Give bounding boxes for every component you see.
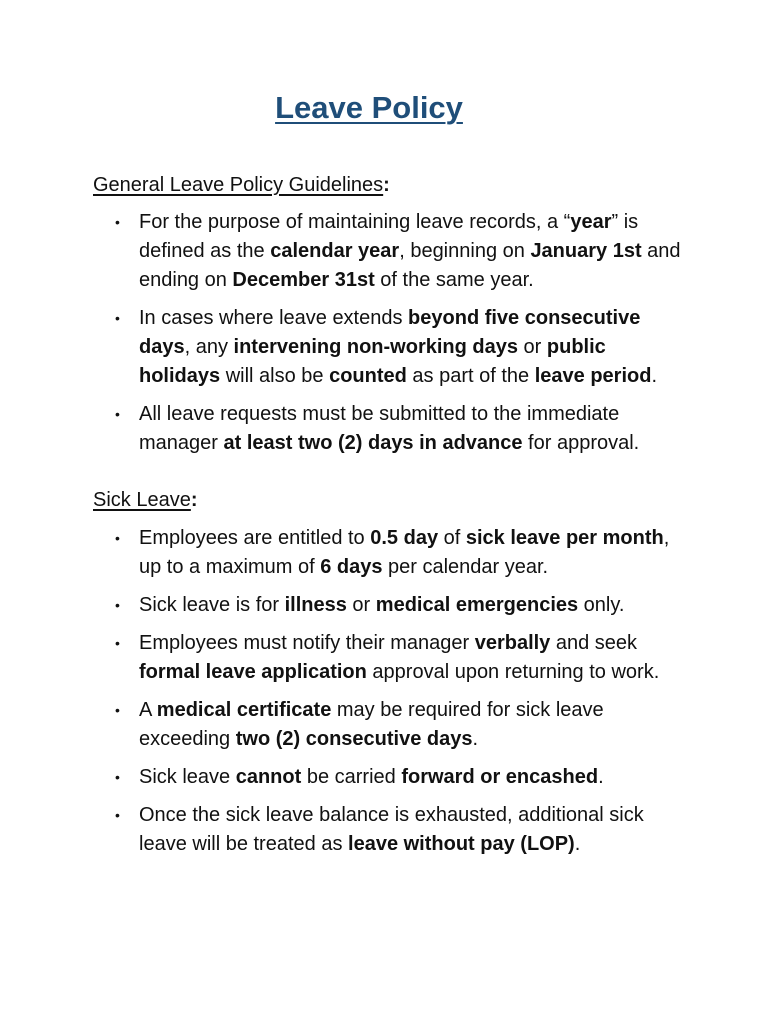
bullet-dot: •	[115, 635, 120, 651]
list-item	[93, 801, 683, 859]
bold-text: 0.5 day	[370, 527, 439, 549]
bold-text: intervening non-working days	[233, 336, 518, 358]
bold-text: beyond five consecutive days	[139, 307, 641, 358]
bullet-dot: •	[115, 214, 120, 230]
text-run: and ending on	[139, 240, 681, 291]
section-heading-general-text: General Leave Policy Guidelines	[93, 174, 384, 196]
text-run: as part of the	[406, 365, 535, 387]
bold-text: counted	[329, 365, 407, 387]
text-run: All leave requests must be submitted to the immediate manager	[139, 403, 620, 454]
page-title: Leave Policy	[275, 90, 463, 125]
text-run: will also be	[220, 365, 330, 387]
text-run: and seek	[550, 632, 638, 654]
section-heading-general-colon: :	[383, 174, 390, 196]
bullet-dot: •	[115, 807, 120, 823]
bullet-dot: •	[115, 310, 120, 326]
text-run: , up to a maximum of	[139, 527, 670, 578]
text-run: Employees must notify their manager	[139, 632, 475, 654]
text-run: Sick leave	[139, 766, 236, 788]
text-run: .	[651, 365, 657, 387]
text-run: .	[472, 728, 479, 750]
text-run: may be required for sick leave exceeding	[139, 699, 604, 750]
bold-text: medical certificate	[156, 699, 332, 721]
bold-text: leave period	[534, 365, 652, 387]
text-run: of the same year.	[374, 269, 534, 291]
bold-text: 6 days	[320, 556, 383, 578]
section-heading-sick-leave-text: Sick Leave	[93, 489, 191, 511]
text-run: In cases where leave extends	[139, 307, 409, 329]
section-heading-sick-leave	[93, 486, 198, 514]
list-item	[93, 629, 683, 687]
bold-text: two (2) consecutive days	[235, 728, 473, 750]
text-run: or	[346, 594, 376, 616]
text-run: approval upon returning to work.	[366, 661, 660, 683]
bold-text: formal leave application	[139, 661, 367, 683]
list-item	[93, 696, 683, 754]
bold-text: leave without pay (LOP)	[348, 833, 575, 855]
text-run: be carried	[301, 766, 402, 788]
bold-text: forward or encashed	[401, 766, 599, 788]
bullet-dot: •	[115, 597, 120, 613]
bold-text: illness	[284, 594, 347, 616]
text-run: only.	[578, 594, 625, 616]
text-run: .	[574, 833, 581, 855]
bold-text: at least two (2) days in advance	[223, 432, 523, 454]
list-item	[93, 304, 683, 391]
text-run: Sick leave is for	[139, 594, 285, 616]
text-run: of	[438, 527, 466, 549]
text-run: Once the sick leave balance is exhausted, additional sick leave will be treated as	[139, 804, 644, 855]
section-heading-sick-leave-colon: :	[190, 489, 198, 511]
section-heading-general	[93, 171, 390, 199]
text-run: , beginning on	[399, 240, 531, 262]
bullet-dot: •	[115, 769, 120, 785]
bold-text: public holidays	[139, 336, 606, 387]
text-run: or	[518, 336, 547, 358]
bold-text: cannot	[235, 766, 302, 788]
sick-leave-list	[93, 524, 683, 868]
bullet-dot: •	[115, 530, 120, 546]
bold-text: verbally	[474, 632, 551, 654]
list-item	[93, 763, 683, 792]
bullet-dot: •	[115, 702, 120, 718]
bold-text: calendar year	[270, 240, 400, 262]
text-run: .	[598, 766, 604, 788]
bold-text: December 31st	[232, 269, 375, 291]
bold-text: medical emergencies	[375, 594, 579, 616]
bold-text: sick leave per month	[465, 527, 664, 549]
list-item	[93, 400, 683, 458]
bullet-dot: •	[115, 406, 120, 422]
bold-text: January 1st	[530, 240, 642, 262]
text-run: A	[139, 699, 157, 721]
text-run: per calendar year.	[382, 556, 549, 578]
text-run: , any	[184, 336, 234, 358]
list-item	[93, 591, 683, 620]
general-guidelines-list	[93, 208, 683, 467]
list-item	[93, 208, 683, 295]
text-run: for approval.	[522, 432, 640, 454]
text-run: ” is defined as the	[139, 211, 639, 262]
list-item	[93, 524, 683, 582]
text-run: For the purpose of maintaining leave records, a “	[139, 211, 571, 233]
bold-text: year	[570, 211, 612, 233]
text-run: Employees are entitled to	[139, 527, 371, 549]
